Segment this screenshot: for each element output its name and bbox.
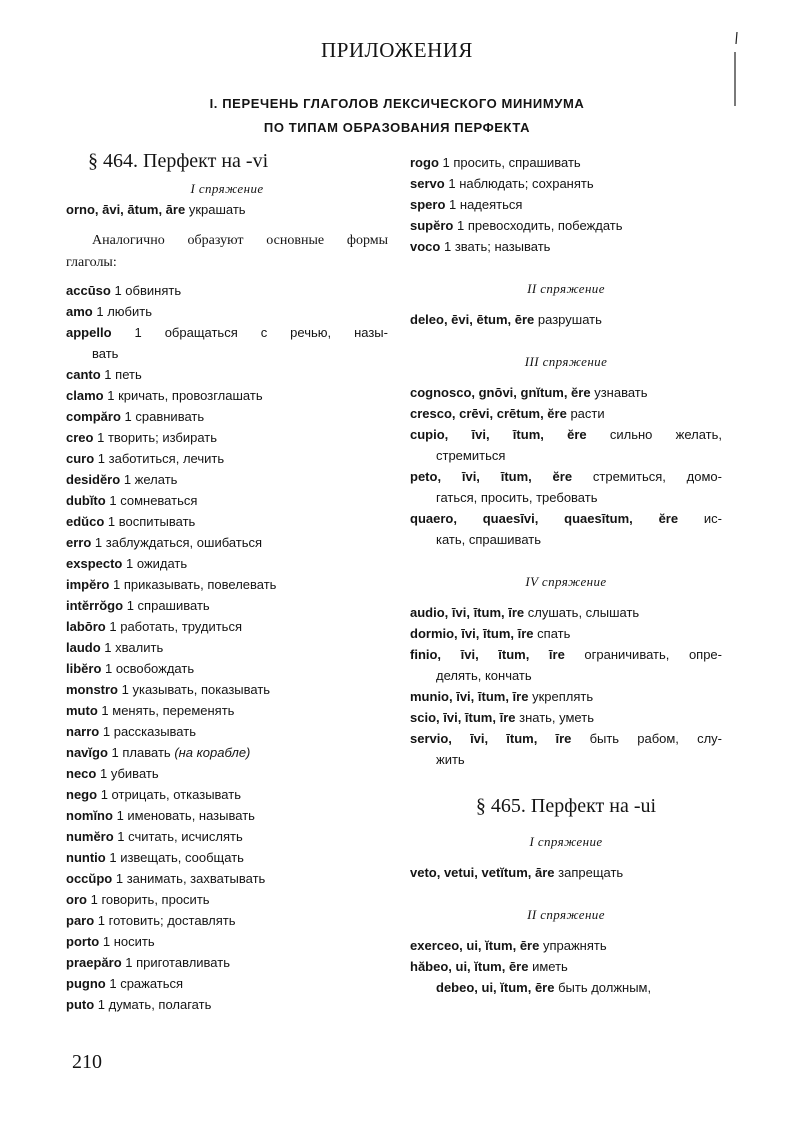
- conjugation-number: 1: [97, 997, 106, 1012]
- conjugation-number: 1: [449, 197, 457, 212]
- translation: сомневаться: [120, 493, 198, 508]
- section-title: [0, 92, 794, 140]
- translation: желать: [134, 472, 178, 487]
- latin-forms: creo: [66, 430, 94, 445]
- translation: плавать: [122, 745, 171, 760]
- verb-entry: [66, 490, 388, 511]
- latin-forms: cognosco, gnōvi, gnĭtum, ĕre: [410, 385, 591, 400]
- latin-forms: appello: [66, 325, 112, 340]
- translation: упражнять: [542, 938, 607, 953]
- latin-forms: edŭco: [66, 514, 105, 529]
- latin-forms: amo: [66, 304, 93, 319]
- latin-forms: veto, vetui, vetĭtum, āre: [410, 865, 555, 880]
- page-title: ПРИЛОЖЕНИЯ: [321, 38, 473, 62]
- conjugation-label-ui-2: II спряжение: [527, 907, 605, 922]
- latin-forms: audio, īvi, ītum, īre: [410, 605, 525, 620]
- latin-forms: muto: [66, 703, 98, 718]
- verb-entry: [66, 742, 388, 763]
- conjugation-number: 1: [112, 577, 121, 592]
- paragraph-heading-464: § 464. Перфект на -vi: [88, 150, 269, 172]
- latin-forms: impĕro: [66, 577, 110, 592]
- latin-forms: hăbeo, ui, ĭtum, ēre: [410, 959, 529, 974]
- verb-entry: [410, 956, 722, 977]
- latin-forms: pugno: [66, 976, 106, 991]
- conjugation-number: 1: [105, 661, 113, 676]
- translation: украшать: [188, 202, 246, 217]
- latin-forms: laudo: [66, 640, 101, 655]
- verb-list: [66, 280, 388, 1015]
- verb-entry: [66, 406, 388, 427]
- translation: быть должным,: [558, 980, 652, 995]
- verb-entry-continuation: жить: [436, 752, 465, 767]
- verb-entry: [66, 364, 388, 385]
- verb-entry: [410, 623, 722, 644]
- translation: разрушать: [537, 312, 602, 327]
- verb-entry: [410, 382, 722, 403]
- translation: иметь: [532, 959, 568, 974]
- latin-forms: compăro: [66, 409, 121, 424]
- translation: стремиться, домо-: [592, 469, 722, 484]
- translation: надеяться: [459, 197, 523, 212]
- translation: обвинять: [125, 283, 182, 298]
- verb-entry-continuation: стремиться: [436, 448, 506, 463]
- translation: любить: [107, 304, 152, 319]
- conjugation-number: 1: [94, 535, 103, 550]
- verb-entry: [410, 424, 722, 445]
- note-line-1: Аналогично образуют основные формы: [92, 233, 388, 248]
- latin-forms: deleo, ēvi, ētum, ēre: [410, 312, 535, 327]
- section-title-line-1: I. ПЕРЕЧЕНЬ ГЛАГОЛОВ ЛЕКСИЧЕСКОГО МИНИМУМА: [209, 96, 585, 111]
- verb-entry: [66, 322, 388, 343]
- verb-list-conj3: [410, 382, 722, 550]
- verb-list-continued: [410, 152, 722, 257]
- latin-forms: voco: [410, 239, 441, 254]
- verb-entry: [410, 508, 722, 529]
- verb-entry-continuation: делять, кончать: [436, 668, 532, 683]
- conjugation-number: 1: [101, 703, 109, 718]
- verb-entry: [66, 826, 388, 847]
- translation: рассказывать: [113, 724, 196, 739]
- section-title-line-2: ПО ТИПАМ ОБРАЗОВАНИЯ ПЕРФЕКТА: [263, 120, 531, 135]
- latin-forms: finio, īvi, ītum, īre: [410, 647, 565, 662]
- conjugation-number: 1: [109, 619, 117, 634]
- verb-entry: [66, 595, 388, 616]
- translation: знать, уметь: [519, 710, 594, 725]
- translation: приготавливать: [136, 955, 230, 970]
- latin-forms: labōro: [66, 619, 106, 634]
- latin-forms: exerceo, ui, ĭtum, ēre: [410, 938, 540, 953]
- paragraph-heading-465: § 465. Перфект на -ui: [475, 795, 657, 817]
- translation: считать, исчислять: [128, 829, 243, 844]
- latin-forms: accūso: [66, 283, 111, 298]
- translation: творить; избирать: [107, 430, 218, 445]
- latin-forms: spero: [410, 197, 446, 212]
- verb-entry: [66, 973, 388, 994]
- conjugation-number: 1: [117, 829, 125, 844]
- verb-entry: [66, 763, 388, 784]
- translation: быть рабом, слу-: [589, 731, 722, 746]
- verb-entry: [66, 994, 388, 1015]
- conjugation-number: 1: [97, 913, 106, 928]
- verb-entry: [66, 931, 388, 952]
- latin-forms: intĕrrŏgo: [66, 598, 124, 613]
- latin-forms: nomĭno: [66, 808, 113, 823]
- translation: отрицать, отказывать: [111, 787, 241, 802]
- translation: именовать, называть: [127, 808, 255, 823]
- verb-entry: [410, 935, 722, 956]
- translation: петь: [115, 367, 142, 382]
- translation: сильно желать,: [609, 427, 722, 442]
- verb-entry: [410, 728, 722, 749]
- latin-forms: orno, āvi, ātum, āre: [66, 202, 186, 217]
- latin-forms: nuntio: [66, 850, 106, 865]
- conjugation-number: 1: [126, 556, 134, 571]
- conjugation-number: 1: [456, 218, 465, 233]
- verb-entry: [66, 721, 388, 742]
- conjugation-number: 1: [111, 745, 119, 760]
- verb-entry: [66, 679, 388, 700]
- latin-forms: oro: [66, 892, 87, 907]
- verb-entry: [410, 403, 722, 424]
- latin-forms: rogo: [410, 155, 439, 170]
- left-column: [66, 146, 388, 1015]
- latin-forms: libĕro: [66, 661, 102, 676]
- translation: ис-: [703, 511, 722, 526]
- margin-pencil-mark: [733, 30, 739, 110]
- verb-list-ui-conj1: [410, 862, 722, 883]
- translation: готовить; доставлять: [108, 913, 236, 928]
- translation: работать, трудиться: [120, 619, 242, 634]
- verb-entry: [66, 637, 388, 658]
- latin-forms: navĭgo: [66, 745, 108, 760]
- latin-forms: servo: [410, 176, 445, 191]
- verb-entry: [410, 173, 722, 194]
- verb-list-conj2: [410, 309, 722, 330]
- verb-entry: [66, 910, 388, 931]
- verb-entry: [66, 574, 388, 595]
- conjugation-number: 1: [114, 283, 122, 298]
- translation: извещать, сообщать: [120, 850, 244, 865]
- verb-entry: [410, 309, 722, 330]
- translation: слушать, слышать: [527, 605, 640, 620]
- verb-entry: [66, 868, 388, 889]
- latin-forms: servio, īvi, ītum, īre: [410, 731, 572, 746]
- translation: спать: [537, 626, 571, 641]
- conjugation-number: 1: [107, 514, 116, 529]
- latin-forms: occŭpo: [66, 871, 113, 886]
- translation: просить, спрашивать: [453, 155, 581, 170]
- conjugation-number: 1: [443, 239, 452, 254]
- translation: воспитывать: [118, 514, 196, 529]
- translation-note: (на корабле): [174, 745, 251, 760]
- translation: превосходить, побеждать: [467, 218, 623, 233]
- translation: сравнивать: [135, 409, 205, 424]
- latin-forms: cresco, crēvi, crētum, ĕre: [410, 406, 567, 421]
- latin-forms: erro: [66, 535, 92, 550]
- conjugation-number: 1: [109, 850, 117, 865]
- verb-entry: [66, 280, 388, 301]
- conjugation-number: 1: [104, 640, 112, 655]
- verb-entry: [410, 644, 722, 665]
- translation: заблуждаться, ошибаться: [105, 535, 263, 550]
- latin-forms: supĕro: [410, 218, 454, 233]
- conjugation-number: 1: [115, 871, 124, 886]
- conjugation-number: 1: [97, 451, 106, 466]
- translation: освобождать: [115, 661, 195, 676]
- conjugation-number: 1: [109, 493, 117, 508]
- latin-forms: praepăro: [66, 955, 122, 970]
- verb-entry: [410, 602, 722, 623]
- verb-entry: [66, 700, 388, 721]
- conjugation-number: 1: [100, 787, 108, 802]
- translation: приказывать, повелевать: [123, 577, 277, 592]
- conjugation-number: 1: [123, 472, 132, 487]
- latin-forms: peto, īvi, ītum, ĕre: [410, 469, 573, 484]
- verb-entry: [66, 616, 388, 637]
- translation: указывать, показывать: [132, 682, 271, 697]
- note-line-2: глаголы:: [66, 255, 117, 270]
- verb-entry-continuation: вать: [92, 346, 119, 361]
- verb-entry: [410, 215, 722, 236]
- verb-entry: [66, 658, 388, 679]
- conjugation-number: 1: [97, 430, 105, 445]
- conjugation-label-2: II спряжение: [527, 281, 605, 296]
- latin-forms: porto: [66, 934, 100, 949]
- conjugation-number: 1: [102, 934, 111, 949]
- verb-entry: [410, 686, 722, 707]
- conjugation-number: 1: [116, 808, 124, 823]
- latin-forms: nego: [66, 787, 98, 802]
- conjugation-number: 1: [96, 304, 104, 319]
- note-text: [66, 230, 388, 274]
- conjugation-number: 1: [99, 766, 108, 781]
- translation: спрашивать: [137, 598, 210, 613]
- verb-entry: [410, 707, 722, 728]
- verb-entry: [410, 466, 722, 487]
- latin-forms: exspecto: [66, 556, 123, 571]
- verb-entry-continuation: гаться, просить, требовать: [436, 490, 598, 505]
- translation: ожидать: [136, 556, 188, 571]
- verb-list-ui-conj2: [410, 935, 722, 998]
- example-verb: [66, 199, 388, 220]
- latin-forms: numĕro: [66, 829, 114, 844]
- verb-entry: [410, 152, 722, 173]
- conjugation-number: 1: [102, 724, 111, 739]
- translation: узнавать: [594, 385, 648, 400]
- translation: укреплять: [532, 689, 594, 704]
- verb-entry: [66, 385, 388, 406]
- verb-entry: [410, 236, 722, 257]
- translation: обращаться с речью, назы-: [164, 325, 388, 340]
- conjugation-label-3: III спряжение: [524, 354, 608, 369]
- latin-forms: munio, īvi, ītum, īre: [410, 689, 529, 704]
- latin-forms: scio, īvi, ītum, īre: [410, 710, 516, 725]
- latin-forms: monstro: [66, 682, 118, 697]
- verb-entry: [66, 889, 388, 910]
- translation: расти: [570, 406, 605, 421]
- conjugation-number: 1: [126, 598, 134, 613]
- verb-entry: [66, 784, 388, 805]
- verb-entry: [66, 469, 388, 490]
- translation: наблюдать; сохранять: [459, 176, 594, 191]
- verb-entry: [66, 511, 388, 532]
- conjugation-number: 1: [121, 682, 129, 697]
- conjugation-number: 1: [104, 367, 112, 382]
- latin-forms: quaero, quaesīvi, quaesītum, ĕre: [410, 511, 679, 526]
- conjugation-label-ui-1: I спряжение: [529, 834, 603, 849]
- translation: звать; называть: [454, 239, 551, 254]
- translation: думать, полагать: [108, 997, 212, 1012]
- latin-forms: dormio, īvi, ītum, īre: [410, 626, 534, 641]
- verb-entry: [66, 847, 388, 868]
- latin-forms: puto: [66, 997, 95, 1012]
- latin-forms: clamo: [66, 388, 104, 403]
- verb-list-conj4: [410, 602, 722, 770]
- verb-entry: [410, 862, 722, 883]
- translation: ограничивать, опре-: [584, 647, 722, 662]
- translation: носить: [113, 934, 155, 949]
- latin-forms: narro: [66, 724, 100, 739]
- translation: менять, переменять: [112, 703, 235, 718]
- conjugation-number: 1: [442, 155, 450, 170]
- conjugation-number: 1: [124, 409, 132, 424]
- translation: заботиться, лечить: [108, 451, 225, 466]
- translation: сражаться: [120, 976, 184, 991]
- translation: запрещать: [558, 865, 624, 880]
- latin-forms: paro: [66, 913, 95, 928]
- latin-forms: neco: [66, 766, 97, 781]
- translation: хвалить: [115, 640, 164, 655]
- verb-entry: [66, 805, 388, 826]
- conjugation-number: 1: [125, 955, 133, 970]
- conjugation-number: 1: [109, 976, 117, 991]
- verb-entry-continuation: кать, спрашивать: [436, 532, 541, 547]
- conjugation-label-4: IV спряжение: [525, 574, 607, 589]
- verb-entry: [66, 448, 388, 469]
- verb-entry: [66, 301, 388, 322]
- latin-forms: cupio, īvi, ītum, ĕre: [410, 427, 587, 442]
- translation: кричать, провозглашать: [118, 388, 263, 403]
- translation: занимать, захватывать: [126, 871, 266, 886]
- translation: говорить, просить: [101, 892, 210, 907]
- verb-entry: [410, 194, 722, 215]
- verb-entry: [66, 553, 388, 574]
- translation: убивать: [110, 766, 159, 781]
- conjugation-label: I спряжение: [190, 181, 264, 196]
- verb-entry: [66, 952, 388, 973]
- latin-forms: debeo, ui, ĭtum, ēre: [436, 980, 555, 995]
- latin-forms: curo: [66, 451, 95, 466]
- latin-forms: dubĭto: [66, 493, 106, 508]
- verb-entry: [66, 427, 388, 448]
- conjugation-number: 1: [134, 325, 142, 340]
- latin-forms: canto: [66, 367, 101, 382]
- latin-forms: desidĕro: [66, 472, 121, 487]
- right-column: [410, 152, 722, 998]
- verb-entry: [410, 977, 722, 998]
- conjugation-number: 1: [107, 388, 115, 403]
- conjugation-number: 1: [448, 176, 456, 191]
- verb-entry: [66, 532, 388, 553]
- page-number: 210: [72, 1051, 102, 1073]
- conjugation-number: 1: [90, 892, 98, 907]
